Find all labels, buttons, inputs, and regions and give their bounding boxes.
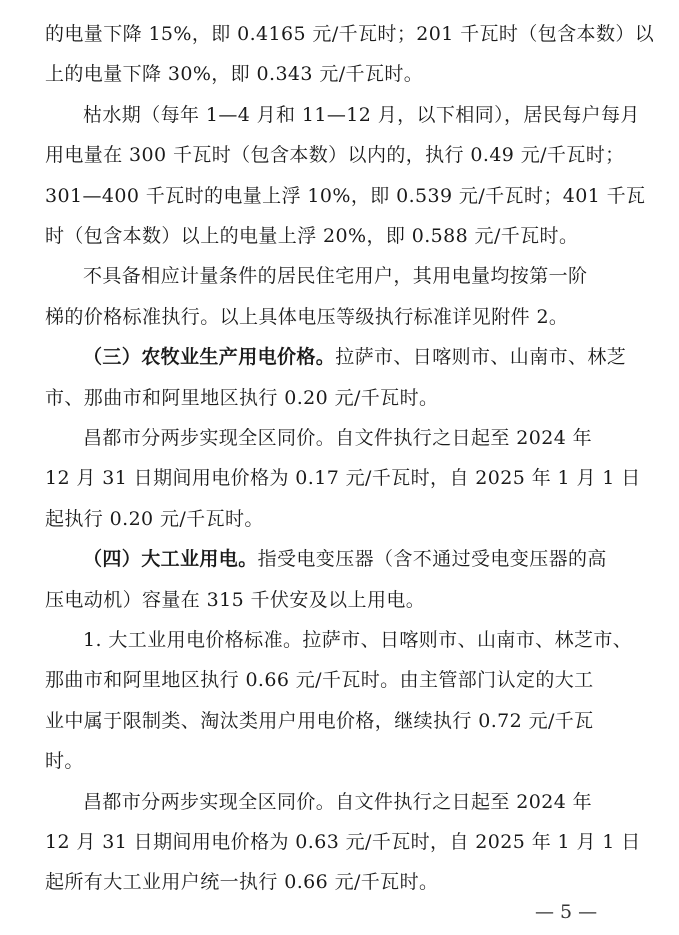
section-heading: （四）大工业用电。 xyxy=(83,548,258,570)
text-line: 301—400 千瓦时的电量上浮 10%，即 0.539 元/千瓦时；401 千瓦 xyxy=(45,185,646,207)
section-heading-line xyxy=(83,545,645,573)
text-line: 市、那曲市和阿里地区执行 0.20 元/千瓦时。 xyxy=(45,387,439,409)
text-line: 12 月 31 日期间用电价格为 0.17 元/千瓦时，自 2025 年 1 月 1 日 xyxy=(45,467,641,489)
text-line: 压电动机）容量在 315 千伏安及以上用电。 xyxy=(45,589,426,611)
text-line: 起所有大工业用户统一执行 0.66 元/千瓦时。 xyxy=(45,871,439,893)
text-line: 1. 大工业用电价格标准。拉萨市、日喀则市、山南市、林芝市、 xyxy=(83,629,633,651)
text-line: 12 月 31 日期间用电价格为 0.63 元/千瓦时，自 2025 年 1 月 1 日 xyxy=(45,831,641,853)
text-line: 起执行 0.20 元/千瓦时。 xyxy=(45,508,264,530)
text-line: 枯水期（每年 1—4 月和 11—12 月，以下相同），居民每户每月 xyxy=(83,104,640,126)
text-line: 昌都市分两步实现全区同价。自文件执行之日起至 2024 年 xyxy=(83,427,593,449)
text-line: 时。 xyxy=(45,750,84,772)
text-line: 梯的价格标准执行。以上具体电压等级执行标准详见附件 2。 xyxy=(45,306,569,328)
section-heading-line xyxy=(83,343,645,371)
section-heading: （三）农牧业生产用电价格。 xyxy=(83,346,336,368)
text-line: 用电量在 300 千瓦时（包含本数）以内的，执行 0.49 元/千瓦时； xyxy=(45,144,625,166)
text-line: 上的电量下降 30%，即 0.343 元/千瓦时。 xyxy=(45,63,424,85)
text-line: 时（包含本数）以上的电量上浮 20%，即 0.588 元/千瓦时。 xyxy=(45,225,579,247)
text-segment: 指受电变压器（含不通过受电变压器的高 xyxy=(257,548,607,570)
text-line: 那曲市和阿里地区执行 0.66 元/千瓦时。由主管部门认定的大工 xyxy=(45,669,594,691)
text-line: 业中属于限制类、淘汰类用户用电价格，继续执行 0.72 元/千瓦 xyxy=(45,710,594,732)
page-number: — 5 — xyxy=(535,901,598,923)
text-line: 的电量下降 15%，即 0.4165 元/千瓦时；201 千瓦时（包含本数）以 xyxy=(45,23,655,45)
text-segment: 拉萨市、日喀则市、山南市、林芝 xyxy=(335,346,627,368)
text-line: 昌都市分两步实现全区同价。自文件执行之日起至 2024 年 xyxy=(83,791,593,813)
text-line: 不具备相应计量条件的居民住宅用户，其用电量均按第一阶 xyxy=(83,265,588,287)
